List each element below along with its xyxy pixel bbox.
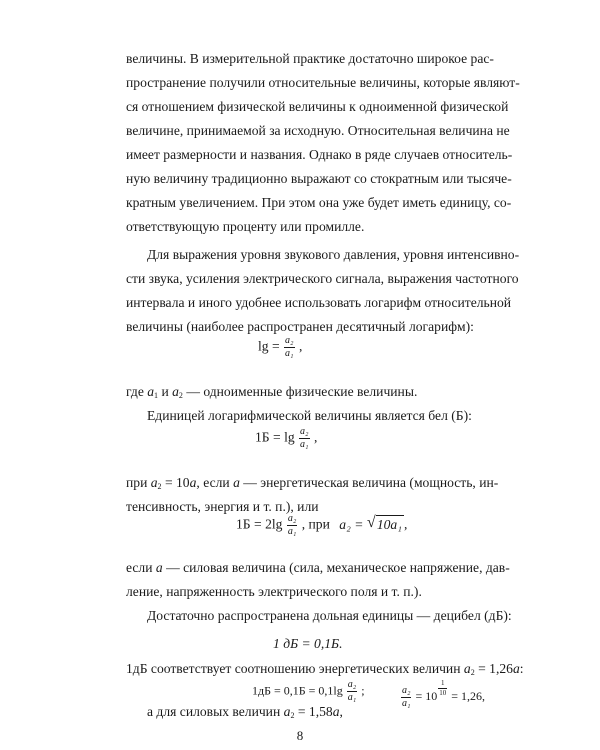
formula-mid: , при [301,516,330,532]
text-line: ответствующую проценту или промилле. [126,219,365,234]
text-line: ся отношением физической величины к одноименной физической [126,99,509,114]
formula-rhs-lhs: a₂ = [339,516,364,532]
formula-decibel [273,637,342,651]
where-line [126,385,476,400]
denominator: a₁ [347,692,357,703]
formula-bel [255,427,317,450]
text: — силовая величина (сила, механическое напряжение, дав- [162,560,510,575]
numerator: a₂ [347,679,357,690]
page-number: 8 [296,728,304,743]
energy-line-2: тенсивность, энергия и т. п.), или [126,499,319,514]
correspond-line [126,661,524,677]
subscript: 2 [157,482,162,491]
formula-tail: , [403,516,408,532]
text: , если [196,475,234,490]
denominator: a₁ [300,439,309,450]
formula-tail: , [313,429,318,445]
text-line: Для выражения уровня звукового давления, уровня интенсивно- [147,247,520,262]
subscript: 1 [154,391,159,400]
text-line: пространение получили относительные величины, которые являют- [126,75,520,90]
var-a: a [150,475,158,490]
var-a: a [463,661,471,676]
text-line: кратным увеличением. При этом она уже будет иметь единицу, со- [126,195,512,210]
formula-tail: = 1,26, [451,689,486,703]
var-a: a [283,704,291,719]
text: = 10 [161,475,190,490]
exponent-fraction [438,680,447,697]
force-ratio-line [147,705,347,720]
formula-text: 1 дБ = 0,1Б. [273,636,343,651]
formula-lhs: 1дБ = 0,1Б = 0,1lg [252,683,343,698]
formula-lhs: 1Б = lg [255,429,295,445]
text: — энергетическая величина (мощность, ин- [239,475,499,490]
fraction [299,427,309,450]
denominator: a₁ [285,348,294,359]
var-a: a [172,384,179,399]
numerator: a₂ [287,513,297,524]
text: если [126,560,156,575]
text: и [158,384,173,399]
formula-tail: ; [361,683,365,698]
denominator: a₁ [402,697,411,709]
text-line: интервала и иного удобнее использовать логарифм относительной [126,295,512,310]
formula-log-ratio [258,336,302,359]
var-a: a [155,560,163,575]
denominator: a₁ [287,526,297,537]
text: где [126,384,148,399]
square-root [366,513,404,532]
force-line-2: ление, напряженность электрического поля и т. п.). [126,584,422,599]
text-line: имеет размерности и названия. Однако в ряде случаев относитель- [126,147,513,162]
numerator: a₂ [402,684,411,696]
text: = 1,26 [474,661,513,676]
var-a: a [189,475,197,490]
text-line: величины. В измерительной практике достаточно широкое рас- [126,51,494,66]
text: 1дБ соответствует соотношению энергетических величин [126,661,464,676]
numerator: a₂ [285,335,294,346]
denominator: 10 [439,689,447,697]
subscript: 2 [178,391,183,400]
text: — одноименные физические величины. [182,384,418,399]
text-line: величине, принимаемой за исходную. Относительная величина не [126,123,510,138]
formula-lhs: lg = [258,338,280,354]
numerator: 1 [438,680,447,689]
radicand: 10a₁ [376,516,402,532]
text: а для силовых величин [147,704,284,719]
force-line-1 [126,560,510,575]
formula-lhs: 1Б = 2lg [236,516,283,532]
fraction [347,680,357,703]
energy-line-1 [126,475,499,491]
text: = 1,58 [294,704,333,719]
decibel-line: Достаточно распространена дольная единицы — децибел (дБ): [147,608,512,623]
text: при [126,475,151,490]
fraction [284,336,294,359]
bel-line: Единицей логарифмической величины является бел (Б): [147,408,472,423]
fraction [287,514,297,537]
formula-tail: , [298,338,303,354]
var-a: a [147,384,155,399]
formula-decibel-log [252,680,365,703]
text: , [339,704,343,719]
text: : [519,661,524,676]
var-a: a [512,661,520,676]
formula-ratio-power [400,680,485,709]
text-line: сти звука, усиления электрического сигнала, выражения частотного [126,271,519,286]
numerator: a₂ [300,426,309,437]
var-a: a [233,475,240,490]
var-a: a [332,704,340,719]
subscript: 2 [470,668,475,677]
subscript: 2 [290,711,295,720]
text-line: величины (наиболее распространен десятичный логарифм): [126,319,474,334]
text-line: ную величину традиционно выражают со стократным или тысяче- [126,171,512,186]
formula-eq: = 10 [415,689,438,703]
fraction [401,686,411,709]
radical-sign: √ [366,513,376,531]
formula-bel-energy [236,514,407,537]
